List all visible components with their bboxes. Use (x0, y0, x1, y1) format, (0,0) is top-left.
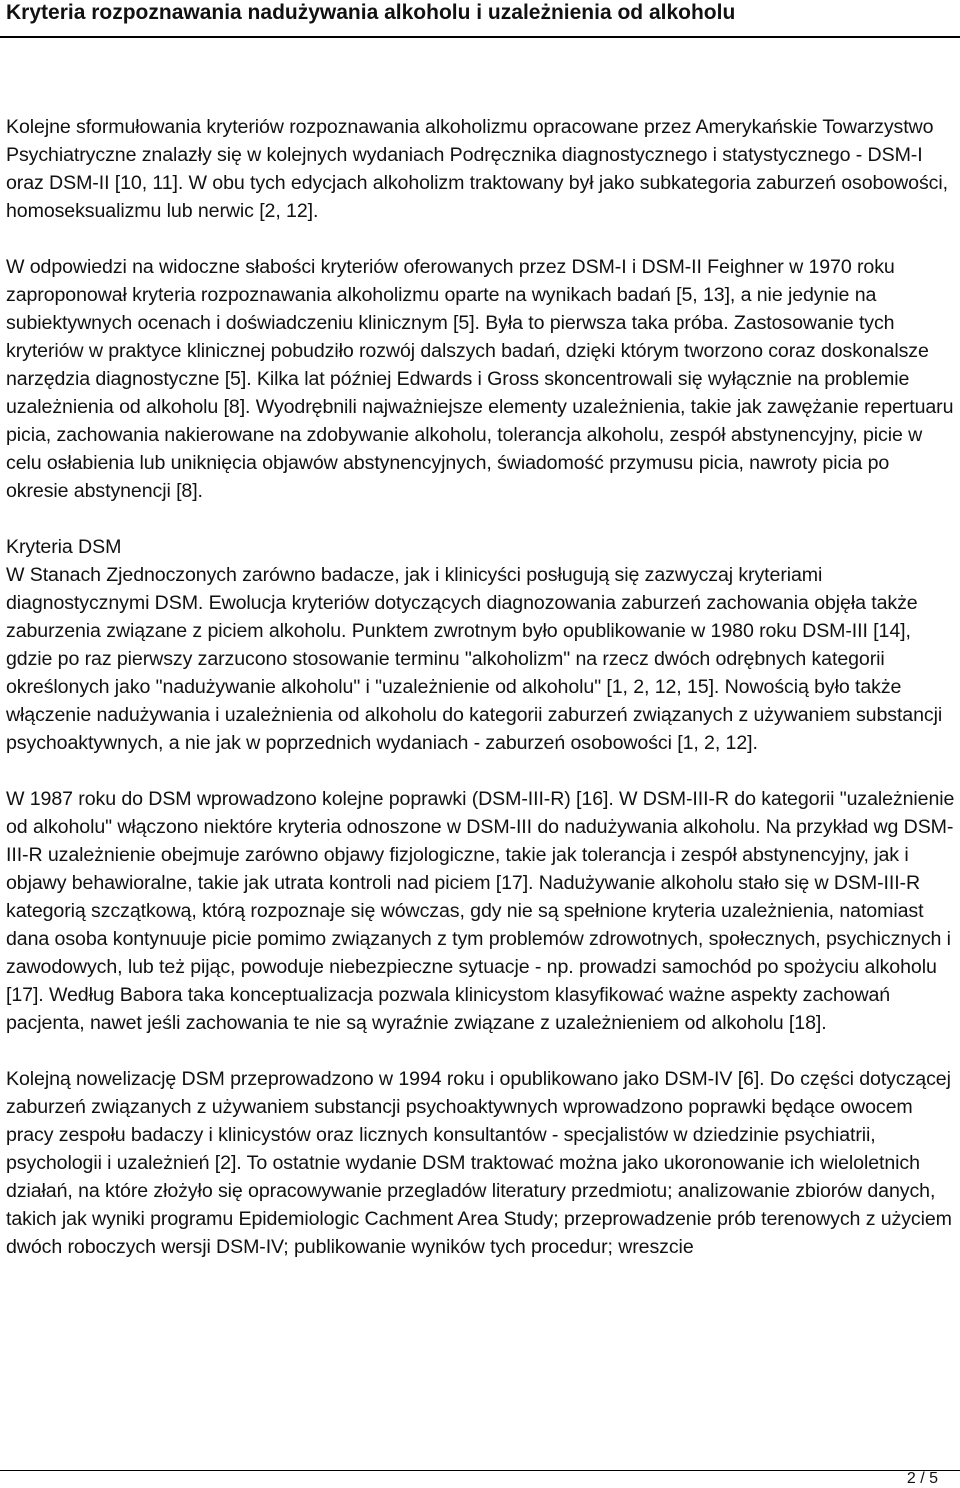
section-heading-dsm: Kryteria DSM (6, 536, 122, 558)
document-body (6, 113, 956, 1289)
page-number: 2 / 5 (906, 1470, 938, 1487)
page-footer (0, 1470, 960, 1487)
paragraph-4: W 1987 roku do DSM wprowadzono kolejne poprawki (DSM-III-R) [16]. W DSM-III-R do kategorii "uzależnienie od alkoholu" włączono niektóre kryteria odnoszone w DSM-III do nadużywania alkoholu. Na przykład wg DSM-III-R uzależnienie obejmuje zarówno objawy fizjologiczne, takie jak tolerancja i zespół abstynencyjny, jak i objawy behawioralne, takie jak utrata kontroli nad piciem [17]. Nadużywanie alkoholu stało się w DSM-III-R kategorią szczątkową, którą rozpoznaje się wówczas, gdy nie są spełnione kryteria uzależnienia, natomiast dana osoba kontynuuje picie pomimo związanych z tym problemów zdrowotnych, społecznych, psychicznych i zawodowych, lub też pijąc, powoduje niebezpieczne sytuacje - np. prowadzi samochód po spożyciu alkoholu [17]. Według Babora taka konceptualizacja pozwala klinicystom klasyfikować ważne aspekty zachowań pacjenta, nawet jeśli zachowania te nie są wyraźnie związane z uzależnieniem od alkoholu [18]. (6, 788, 955, 1034)
page-header (0, 0, 960, 38)
paragraph-3: W Stanach Zjednoczonych zarówno badacze, jak i klinicyści posługują się zazwyczaj kryteriami diagnostycznymi DSM. Ewolucja kryteriów dotyczących diagnozowania zaburzeń zachowania objęła także zaburzenia związane z piciem alkoholu. Punktem zwrotnym było opublikowanie w 1980 roku DSM-III [14], gdzie po raz pierwszy zarzucono stosowanie terminu "alkoholizm" na rzecz dwóch odrębnych kategorii określonych jako "nadużywanie alkoholu" i "uzależnienie od alkoholu" [1, 2, 12, 15]. Nowością było także włączenie nadużywania i uzależnienia od alkoholu do kategorii zaburzeń związanych z używaniem substancji psychoaktywnych, a nie jak w poprzednich wydaniach - zaburzeń osobowości [1, 2, 12]. (6, 564, 943, 754)
page-title: Kryteria rozpoznawania nadużywania alkoholu i uzależnienia od alkoholu (6, 1, 736, 24)
paragraph-2: W odpowiedzi na widoczne słabości kryteriów oferowanych przez DSM-I i DSM-II Feighner w 1970 roku zaproponował kryteria rozpoznawania alkoholizmu oparte na wynikach badań [5, 13], a nie jedynie na subiektywnych ocenach i doświadczeniu klinicznym [5]. Była to pierwsza taka próba. Zastosowanie tych kryteriów w praktyce klinicznej pobudziło rozwój dalszych badań, dzięki którym tworzono coraz doskonalsze narzędzia diagnostyczne [5]. Kilka lat później Edwards i Gross skoncentrowali się wyłącznie na problemie uzależnienia od alkoholu [8]. Wyodrębnili najważniejsze elementy uzależnienia, takie jak zawężanie repertuaru picia, zachowania nakierowane na zdobywanie alkoholu, tolerancja alkoholu, zespół abstynencyjny, picie w celu osłabienia lub uniknięcia objawów abstynencyjnych, świadomość przymusu picia, nawroty picia po okresie abstynencji [8]. (6, 256, 954, 502)
paragraph-1: Kolejne sformułowania kryteriów rozpoznawania alkoholizmu opracowane przez Amerykańskie Towarzystwo Psychiatryczne znalazły się w kolejnych wydaniach Podręcznika diagnostycznego i statystycznego - DSM-I oraz DSM-II [10, 11]. W obu tych edycjach alkoholizm traktowany był jako subkategoria zaburzeń osobowości, homoseksualizmu lub nerwic [2, 12]. (6, 116, 948, 222)
paragraph-5: Kolejną nowelizację DSM przeprowadzono w 1994 roku i opublikowano jako DSM-IV [6]. Do części dotyczącej zaburzeń związanych z używaniem substancji psychoaktywnych wprowadzono poprawki będące owocem pracy zespołu badaczy i klinicystów oraz licznych konsultantów - specjalistów w dziedzinie psychiatrii, psychologii i uzależnień [2]. To ostatnie wydanie DSM traktować można jako ukoronowanie ich wieloletnich działań, na które złożyło się opracowywanie przegladów literatury przedmiotu; analizowanie zbiorów danych, takich jak wyniki programu Epidemiologic Cachment Area Study; przeprowadzenie prób terenowych z użyciem dwóch roboczych wersji DSM-IV; publikowanie wyników tych procedur; wreszcie (6, 1068, 952, 1258)
